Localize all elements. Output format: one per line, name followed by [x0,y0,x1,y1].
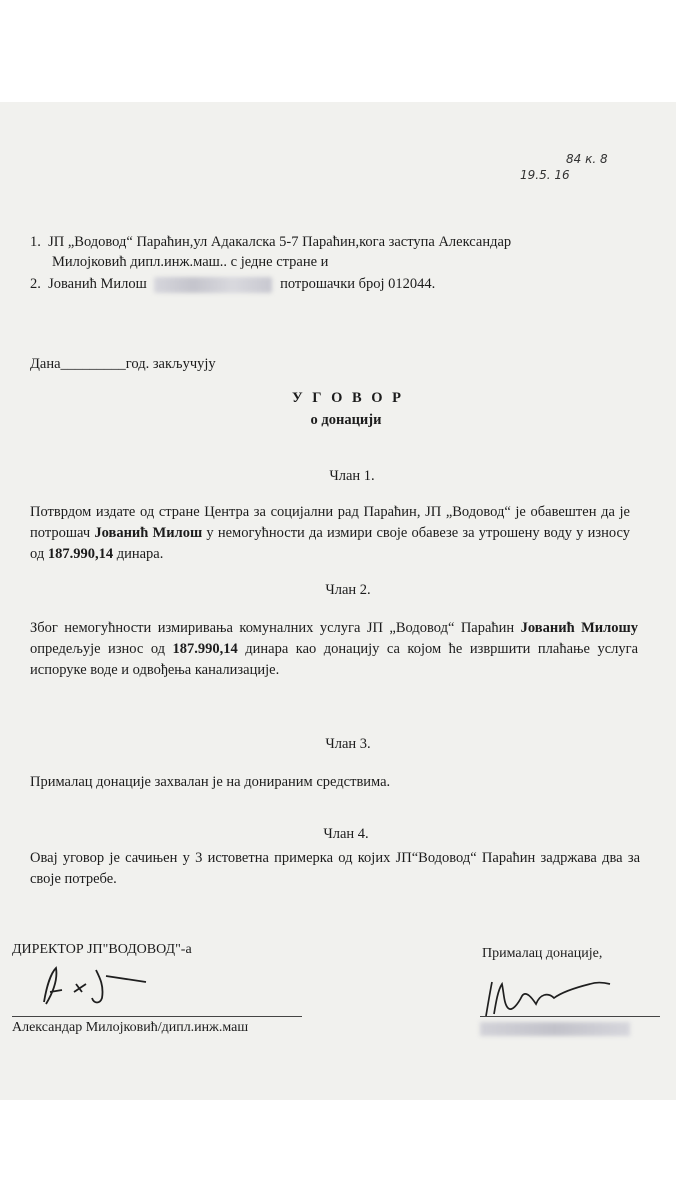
article-1-text [30,502,630,565]
article-3-text: Прималац донације захвалан је на донираним средствима. [30,774,391,790]
article-1-text-b: у немогућности да измири своје обавезе за утрошену воду у износу од [30,525,630,562]
article-4-heading: Члан 4. [323,826,369,842]
party-1 [30,232,511,252]
article-2-text-a: Због немогућности измиривања комуналних услуга ЈП „Водовод“ Параћин [30,620,521,636]
party-2-name: Јованић Милош [48,276,147,292]
party-1-text: ЈП „Водовод“ Параћин,ул Адакалска 5-7 Параћин,кога заступа Александар [48,234,512,250]
redacted-recipient-name [480,1022,630,1036]
article-2-text-b: опредељује износ од [30,641,173,657]
article-1-text-c: динара. [113,546,164,562]
handwritten-note [520,152,608,182]
director-signature [36,962,186,1012]
date-blank: _________ [60,356,126,372]
article-2-amount: 187.990,14 [172,641,238,657]
party-2 [30,274,435,294]
article-2-text-c: динара као донацију са којом ће извршити плаћање услуга испоруке воде и одвођења канализације. [30,641,639,678]
article-1-text-a: Потврдом издате од стране Центра за социјални рад Параћин, ЈП „Водовод“ је обавештен да је потрошач [30,504,630,541]
date-line [30,354,216,374]
article-1-amount: 187.990,14 [47,546,114,562]
article-3-heading: Члан 3. [325,736,371,752]
party-1-continued: Милојковић дипл.инж.маш.. с једне стране и [52,254,329,270]
article-1-heading: Члан 1. [329,468,375,484]
article-1-name: Јованић Милош [94,525,203,541]
article-2-name: Јованић Милошу [520,620,638,636]
recipient-title: Прималац донације, [482,946,603,961]
article-4-text: Овај уговор је сачињен у 3 истоветна примерка од којих ЈП“Водовод“ Параћин задржава два за своје потребе. [30,850,640,887]
party-2-number: 2. [30,276,41,292]
recipient-signature-line [480,1016,660,1017]
director-title: ДИРЕКТОР ЈП"ВОДОВОД"-а [12,942,192,957]
date-suffix: год. закључују [125,356,216,372]
director-signature-line [12,1016,302,1017]
party-1-number: 1. [30,234,41,250]
contract-subtitle: о донацији [310,412,382,428]
document-page [0,102,676,1100]
party-2-after: потрошачки број 012044. [280,276,436,292]
date-prefix: Дана [30,356,61,372]
director-name: Александар Милојковић/дипл.инж.маш [12,1020,249,1035]
handwritten-note-line2: 19.5. 16 [520,168,570,182]
handwritten-note-line1: 84 к. 8 [566,152,608,166]
redacted-address [154,277,272,293]
contract-title: У Г О В О Р [291,390,405,406]
article-2-heading: Члан 2. [325,582,371,598]
article-2-text [30,618,638,681]
